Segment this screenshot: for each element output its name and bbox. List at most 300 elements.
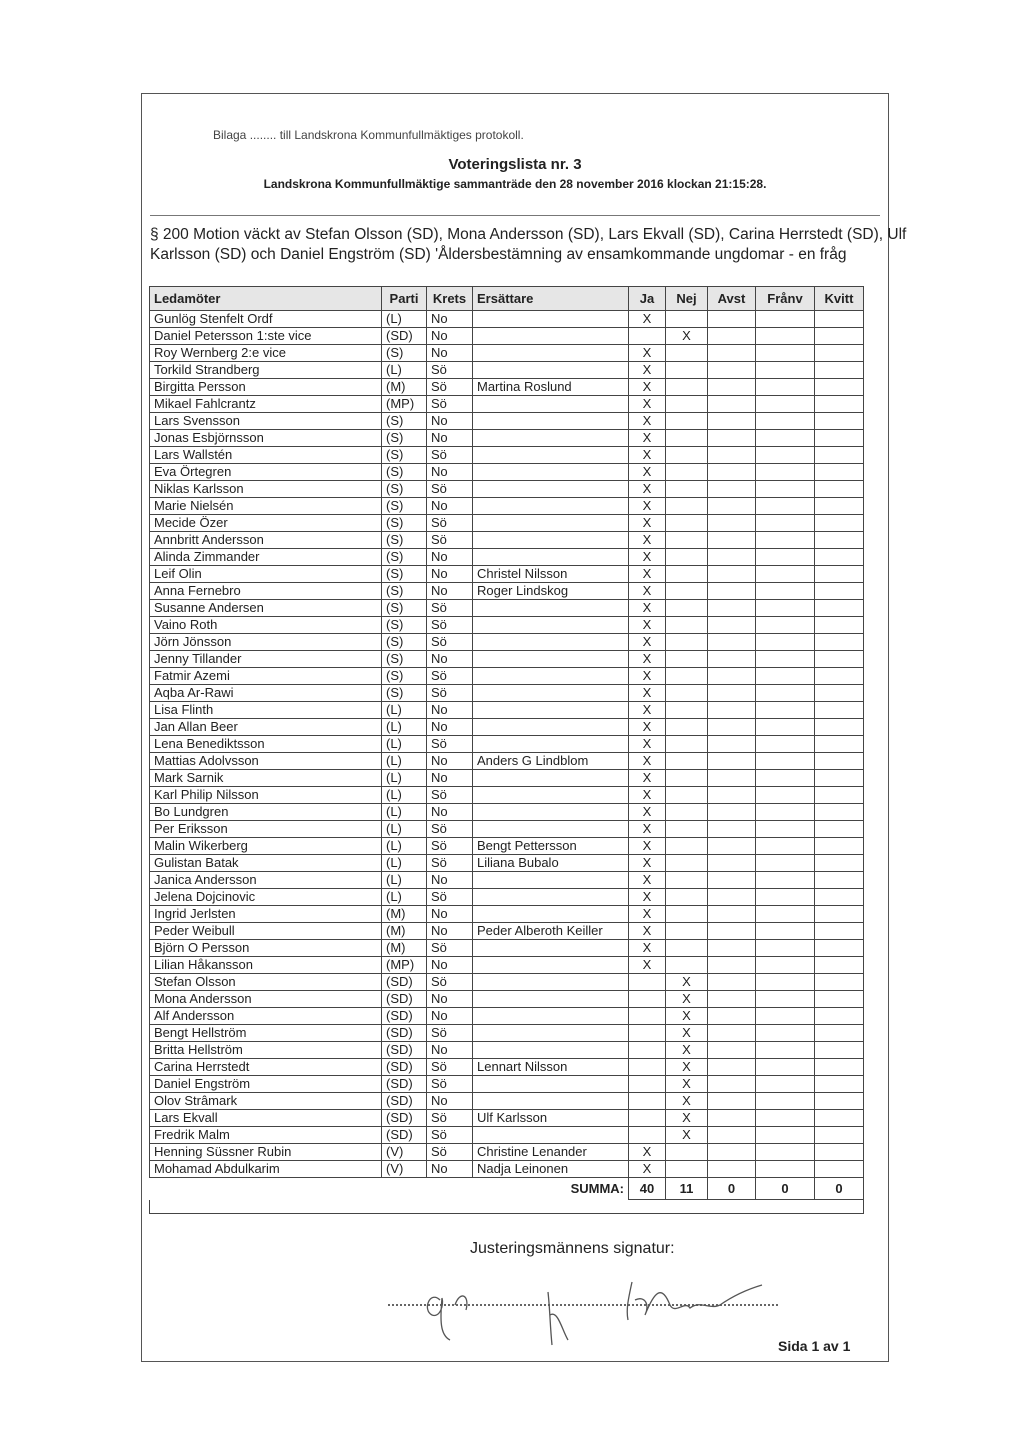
district-cell: Sö <box>427 668 473 685</box>
vote-franv-cell <box>756 787 815 804</box>
member-name-cell: Jan Allan Beer <box>150 719 382 736</box>
table-row <box>150 634 864 651</box>
vote-avst-cell <box>708 736 756 753</box>
vote-ja-cell: X <box>629 617 666 634</box>
table-row <box>150 311 864 328</box>
district-cell: No <box>427 430 473 447</box>
district-cell: No <box>427 413 473 430</box>
district-cell: No <box>427 804 473 821</box>
substitute-cell <box>473 651 629 668</box>
vote-franv-cell <box>756 1093 815 1110</box>
vote-franv-cell <box>756 1161 815 1178</box>
vote-ja-cell: X <box>629 702 666 719</box>
member-name-cell: Mecide Özer <box>150 515 382 532</box>
substitute-cell <box>473 447 629 464</box>
member-name-cell: Lisa Flinth <box>150 702 382 719</box>
member-name-cell: Mona Andersson <box>150 991 382 1008</box>
district-cell: No <box>427 311 473 328</box>
district-cell: Sö <box>427 1076 473 1093</box>
member-name-cell: Roy Wernberg 2:e vice <box>150 345 382 362</box>
substitute-cell: Christel Nilsson <box>473 566 629 583</box>
member-name-cell: Lars Ekvall <box>150 1110 382 1127</box>
vote-nej-cell <box>666 787 708 804</box>
vote-franv-cell <box>756 753 815 770</box>
summa-nej: 11 <box>666 1178 708 1200</box>
vote-kvitt-cell <box>815 600 864 617</box>
member-name-cell: Malin Wikerberg <box>150 838 382 855</box>
table-row <box>150 787 864 804</box>
party-cell: (S) <box>382 617 427 634</box>
vote-avst-cell <box>708 311 756 328</box>
district-cell: Sö <box>427 736 473 753</box>
vote-ja-cell: X <box>629 430 666 447</box>
substitute-cell <box>473 617 629 634</box>
table-row <box>150 566 864 583</box>
substitute-cell: Ulf Karlsson <box>473 1110 629 1127</box>
vote-avst-cell <box>708 1093 756 1110</box>
table-row <box>150 872 864 889</box>
vote-ja-cell <box>629 1093 666 1110</box>
party-cell: (SD) <box>382 1042 427 1059</box>
voting-table <box>149 286 864 1214</box>
col-header: Nej <box>666 287 708 311</box>
vote-avst-cell <box>708 634 756 651</box>
member-name-cell: Bo Lundgren <box>150 804 382 821</box>
table-row <box>150 651 864 668</box>
summa-label: SUMMA: <box>150 1178 629 1200</box>
district-cell: Sö <box>427 940 473 957</box>
member-name-cell: Mikael Fahlcrantz <box>150 396 382 413</box>
col-header: Ersättare <box>473 287 629 311</box>
vote-avst-cell <box>708 1042 756 1059</box>
vote-nej-cell <box>666 872 708 889</box>
bilaga-line: Bilaga ........ till Landskrona Kommunfullmäktiges protokoll. <box>213 128 524 142</box>
vote-nej-cell <box>666 719 708 736</box>
vote-kvitt-cell <box>815 906 864 923</box>
member-name-cell: Niklas Karlsson <box>150 481 382 498</box>
party-cell: (M) <box>382 940 427 957</box>
vote-avst-cell <box>708 668 756 685</box>
vote-ja-cell: X <box>629 634 666 651</box>
party-cell: (L) <box>382 889 427 906</box>
vote-avst-cell <box>708 464 756 481</box>
vote-franv-cell <box>756 872 815 889</box>
vote-franv-cell <box>756 532 815 549</box>
vote-nej-cell: X <box>666 1076 708 1093</box>
vote-franv-cell <box>756 736 815 753</box>
substitute-cell <box>473 702 629 719</box>
table-row <box>150 600 864 617</box>
vote-avst-cell <box>708 583 756 600</box>
vote-avst-cell <box>708 719 756 736</box>
vote-avst-cell <box>708 498 756 515</box>
party-cell: (SD) <box>382 1093 427 1110</box>
table-row <box>150 804 864 821</box>
party-cell: (SD) <box>382 1076 427 1093</box>
vote-avst-cell <box>708 430 756 447</box>
vote-franv-cell <box>756 481 815 498</box>
party-cell: (V) <box>382 1161 427 1178</box>
vote-kvitt-cell <box>815 311 864 328</box>
party-cell: (S) <box>382 515 427 532</box>
substitute-cell <box>473 770 629 787</box>
district-cell: Sö <box>427 481 473 498</box>
vote-ja-cell: X <box>629 566 666 583</box>
party-cell: (S) <box>382 464 427 481</box>
vote-nej-cell <box>666 430 708 447</box>
party-cell: (L) <box>382 855 427 872</box>
vote-kvitt-cell <box>815 396 864 413</box>
district-cell: Sö <box>427 617 473 634</box>
vote-franv-cell <box>756 651 815 668</box>
member-name-cell: Fatmir Azemi <box>150 668 382 685</box>
table-row <box>150 464 864 481</box>
substitute-cell: Anders G Lindblom <box>473 753 629 770</box>
district-cell: Sö <box>427 787 473 804</box>
vote-nej-cell <box>666 515 708 532</box>
member-name-cell: Daniel Engström <box>150 1076 382 1093</box>
vote-ja-cell <box>629 1110 666 1127</box>
vote-ja-cell: X <box>629 855 666 872</box>
party-cell: (MP) <box>382 396 427 413</box>
party-cell: (SD) <box>382 1127 427 1144</box>
table-row <box>150 447 864 464</box>
substitute-cell <box>473 668 629 685</box>
vote-ja-cell <box>629 328 666 345</box>
substitute-cell <box>473 1025 629 1042</box>
district-cell: No <box>427 719 473 736</box>
vote-ja-cell: X <box>629 787 666 804</box>
substitute-cell <box>473 396 629 413</box>
table-row <box>150 906 864 923</box>
vote-avst-cell <box>708 991 756 1008</box>
vote-kvitt-cell <box>815 719 864 736</box>
party-cell: (V) <box>382 1144 427 1161</box>
vote-nej-cell: X <box>666 1110 708 1127</box>
substitute-cell <box>473 736 629 753</box>
party-cell: (SD) <box>382 974 427 991</box>
vote-kvitt-cell <box>815 770 864 787</box>
motion-line-2: Karlsson (SD) och Daniel Engström (SD) 'Åldersbestämning av ensamkommande ungdomar - en fråg <box>150 246 847 263</box>
vote-franv-cell <box>756 855 815 872</box>
vote-franv-cell <box>756 940 815 957</box>
substitute-cell <box>473 549 629 566</box>
table-row <box>150 991 864 1008</box>
vote-nej-cell: X <box>666 1042 708 1059</box>
vote-avst-cell <box>708 651 756 668</box>
col-header: Ja <box>629 287 666 311</box>
vote-nej-cell: X <box>666 1025 708 1042</box>
substitute-cell: Roger Lindskog <box>473 583 629 600</box>
party-cell: (S) <box>382 668 427 685</box>
district-cell: Sö <box>427 447 473 464</box>
district-cell: Sö <box>427 855 473 872</box>
vote-franv-cell <box>756 515 815 532</box>
vote-nej-cell <box>666 617 708 634</box>
vote-nej-cell <box>666 379 708 396</box>
vote-kvitt-cell <box>815 430 864 447</box>
substitute-cell <box>473 940 629 957</box>
member-name-cell: Birgitta Persson <box>150 379 382 396</box>
vote-franv-cell <box>756 311 815 328</box>
substitute-cell <box>473 328 629 345</box>
vote-kvitt-cell <box>815 974 864 991</box>
vote-avst-cell <box>708 923 756 940</box>
district-cell: Sö <box>427 1059 473 1076</box>
member-name-cell: Lars Svensson <box>150 413 382 430</box>
summa-franv: 0 <box>756 1178 815 1200</box>
vote-franv-cell <box>756 685 815 702</box>
table-row <box>150 1093 864 1110</box>
table-row <box>150 1008 864 1025</box>
vote-avst-cell <box>708 940 756 957</box>
vote-franv-cell <box>756 702 815 719</box>
vote-avst-cell <box>708 362 756 379</box>
vote-ja-cell: X <box>629 532 666 549</box>
table-bottom-spacer <box>150 1200 864 1214</box>
member-name-cell: Henning Süssner Rubin <box>150 1144 382 1161</box>
district-cell: Sö <box>427 974 473 991</box>
district-cell: Sö <box>427 515 473 532</box>
vote-avst-cell <box>708 753 756 770</box>
vote-franv-cell <box>756 379 815 396</box>
member-name-cell: Gunlög Stenfelt Ordf <box>150 311 382 328</box>
vote-kvitt-cell <box>815 345 864 362</box>
member-name-cell: Jörn Jönsson <box>150 634 382 651</box>
vote-franv-cell <box>756 906 815 923</box>
substitute-cell <box>473 685 629 702</box>
party-cell: (S) <box>382 447 427 464</box>
vote-avst-cell <box>708 906 756 923</box>
table-row <box>150 889 864 906</box>
table-row <box>150 515 864 532</box>
vote-franv-cell <box>756 821 815 838</box>
party-cell: (L) <box>382 736 427 753</box>
table-row <box>150 583 864 600</box>
district-cell: Sö <box>427 838 473 855</box>
vote-ja-cell: X <box>629 583 666 600</box>
party-cell: (L) <box>382 362 427 379</box>
district-cell: Sö <box>427 396 473 413</box>
table-row <box>150 1042 864 1059</box>
table-row <box>150 413 864 430</box>
vote-avst-cell <box>708 1127 756 1144</box>
table-row <box>150 855 864 872</box>
vote-kvitt-cell <box>815 1110 864 1127</box>
table-row <box>150 396 864 413</box>
vote-franv-cell <box>756 1059 815 1076</box>
substitute-cell <box>473 345 629 362</box>
district-cell: No <box>427 1042 473 1059</box>
vote-nej-cell <box>666 685 708 702</box>
vote-ja-cell: X <box>629 447 666 464</box>
vote-kvitt-cell <box>815 328 864 345</box>
vote-nej-cell <box>666 532 708 549</box>
vote-avst-cell <box>708 702 756 719</box>
vote-ja-cell: X <box>629 362 666 379</box>
district-cell: No <box>427 753 473 770</box>
table-row <box>150 1127 864 1144</box>
party-cell: (M) <box>382 906 427 923</box>
district-cell: Sö <box>427 821 473 838</box>
vote-avst-cell <box>708 447 756 464</box>
member-name-cell: Jelena Dojcinovic <box>150 889 382 906</box>
document-subtitle: Landskrona Kommunfullmäktige sammanträde den 28 november 2016 klockan 21:15:28. <box>263 177 767 191</box>
vote-ja-cell: X <box>629 838 666 855</box>
vote-kvitt-cell <box>815 1025 864 1042</box>
vote-franv-cell <box>756 498 815 515</box>
vote-ja-cell <box>629 974 666 991</box>
justering-label: Justeringsmännens signatur: <box>470 1240 675 1257</box>
district-cell: No <box>427 549 473 566</box>
vote-kvitt-cell <box>815 617 864 634</box>
district-cell: No <box>427 651 473 668</box>
vote-kvitt-cell <box>815 481 864 498</box>
party-cell: (MP) <box>382 957 427 974</box>
vote-avst-cell <box>708 787 756 804</box>
district-cell: No <box>427 345 473 362</box>
member-name-cell: Britta Hellström <box>150 1042 382 1059</box>
col-header: Parti <box>382 287 427 311</box>
member-name-cell: Daniel Petersson 1:ste vice <box>150 328 382 345</box>
vote-kvitt-cell <box>815 447 864 464</box>
member-name-cell: Annbritt Andersson <box>150 532 382 549</box>
vote-avst-cell <box>708 889 756 906</box>
substitute-cell <box>473 464 629 481</box>
vote-ja-cell: X <box>629 1161 666 1178</box>
vote-avst-cell <box>708 872 756 889</box>
vote-franv-cell <box>756 804 815 821</box>
member-name-cell: Torkild Strandberg <box>150 362 382 379</box>
vote-nej-cell <box>666 600 708 617</box>
table-row <box>150 1025 864 1042</box>
member-name-cell: Peder Weibull <box>150 923 382 940</box>
vote-nej-cell <box>666 838 708 855</box>
member-name-cell: Mattias Adolvsson <box>150 753 382 770</box>
vote-nej-cell: X <box>666 1093 708 1110</box>
table-row <box>150 685 864 702</box>
motion-text <box>150 225 1000 265</box>
member-name-cell: Stefan Olsson <box>150 974 382 991</box>
member-name-cell: Anna Fernebro <box>150 583 382 600</box>
vote-nej-cell <box>666 906 708 923</box>
district-cell: No <box>427 498 473 515</box>
vote-ja-cell <box>629 991 666 1008</box>
vote-nej-cell <box>666 770 708 787</box>
vote-franv-cell <box>756 668 815 685</box>
party-cell: (SD) <box>382 1059 427 1076</box>
vote-kvitt-cell <box>815 1042 864 1059</box>
vote-kvitt-cell <box>815 940 864 957</box>
summa-ja: 40 <box>629 1178 666 1200</box>
substitute-cell <box>473 311 629 328</box>
substitute-cell <box>473 362 629 379</box>
vote-nej-cell <box>666 736 708 753</box>
table-row <box>150 345 864 362</box>
district-cell: Sö <box>427 600 473 617</box>
substitute-cell <box>473 872 629 889</box>
vote-nej-cell <box>666 753 708 770</box>
district-cell: Sö <box>427 362 473 379</box>
vote-avst-cell <box>708 1076 756 1093</box>
col-header: Frånv <box>756 287 815 311</box>
substitute-cell <box>473 1042 629 1059</box>
vote-nej-cell <box>666 804 708 821</box>
district-cell: Sö <box>427 1144 473 1161</box>
vote-kvitt-cell <box>815 804 864 821</box>
vote-kvitt-cell <box>815 702 864 719</box>
table-row <box>150 362 864 379</box>
vote-ja-cell: X <box>629 464 666 481</box>
substitute-cell <box>473 719 629 736</box>
member-name-cell: Alf Andersson <box>150 1008 382 1025</box>
vote-nej-cell <box>666 855 708 872</box>
vote-ja-cell: X <box>629 906 666 923</box>
vote-kvitt-cell <box>815 1144 864 1161</box>
member-name-cell: Eva Örtegren <box>150 464 382 481</box>
substitute-cell <box>473 1127 629 1144</box>
vote-ja-cell: X <box>629 549 666 566</box>
substitute-cell <box>473 515 629 532</box>
party-cell: (L) <box>382 753 427 770</box>
substitute-cell <box>473 498 629 515</box>
district-cell: No <box>427 872 473 889</box>
vote-nej-cell <box>666 311 708 328</box>
vote-kvitt-cell <box>815 753 864 770</box>
member-name-cell: Leif Olin <box>150 566 382 583</box>
party-cell: (S) <box>382 685 427 702</box>
vote-franv-cell <box>756 566 815 583</box>
table-row <box>150 702 864 719</box>
table-row <box>150 753 864 770</box>
substitute-cell: Lennart Nilsson <box>473 1059 629 1076</box>
table-row <box>150 1161 864 1178</box>
party-cell: (L) <box>382 311 427 328</box>
substitute-cell <box>473 413 629 430</box>
table-row <box>150 532 864 549</box>
member-name-cell: Gulistan Batak <box>150 855 382 872</box>
vote-ja-cell: X <box>629 753 666 770</box>
vote-ja-cell: X <box>629 668 666 685</box>
vote-franv-cell <box>756 770 815 787</box>
vote-franv-cell <box>756 362 815 379</box>
substitute-cell: Liliana Bubalo <box>473 855 629 872</box>
table-row <box>150 1110 864 1127</box>
summa-row <box>150 1178 864 1200</box>
vote-avst-cell <box>708 821 756 838</box>
vote-franv-cell <box>756 549 815 566</box>
party-cell: (SD) <box>382 991 427 1008</box>
vote-franv-cell <box>756 634 815 651</box>
vote-ja-cell: X <box>629 1144 666 1161</box>
vote-avst-cell <box>708 515 756 532</box>
substitute-cell <box>473 974 629 991</box>
member-name-cell: Lars Wallstén <box>150 447 382 464</box>
substitute-cell <box>473 1076 629 1093</box>
table-row <box>150 430 864 447</box>
col-header: Krets <box>427 287 473 311</box>
vote-franv-cell <box>756 1110 815 1127</box>
member-name-cell: Mark Sarnik <box>150 770 382 787</box>
party-cell: (SD) <box>382 1110 427 1127</box>
vote-avst-cell <box>708 532 756 549</box>
substitute-cell <box>473 787 629 804</box>
member-name-cell: Janica Andersson <box>150 872 382 889</box>
vote-kvitt-cell <box>815 838 864 855</box>
table-row <box>150 328 864 345</box>
vote-nej-cell: X <box>666 1127 708 1144</box>
vote-franv-cell <box>756 345 815 362</box>
